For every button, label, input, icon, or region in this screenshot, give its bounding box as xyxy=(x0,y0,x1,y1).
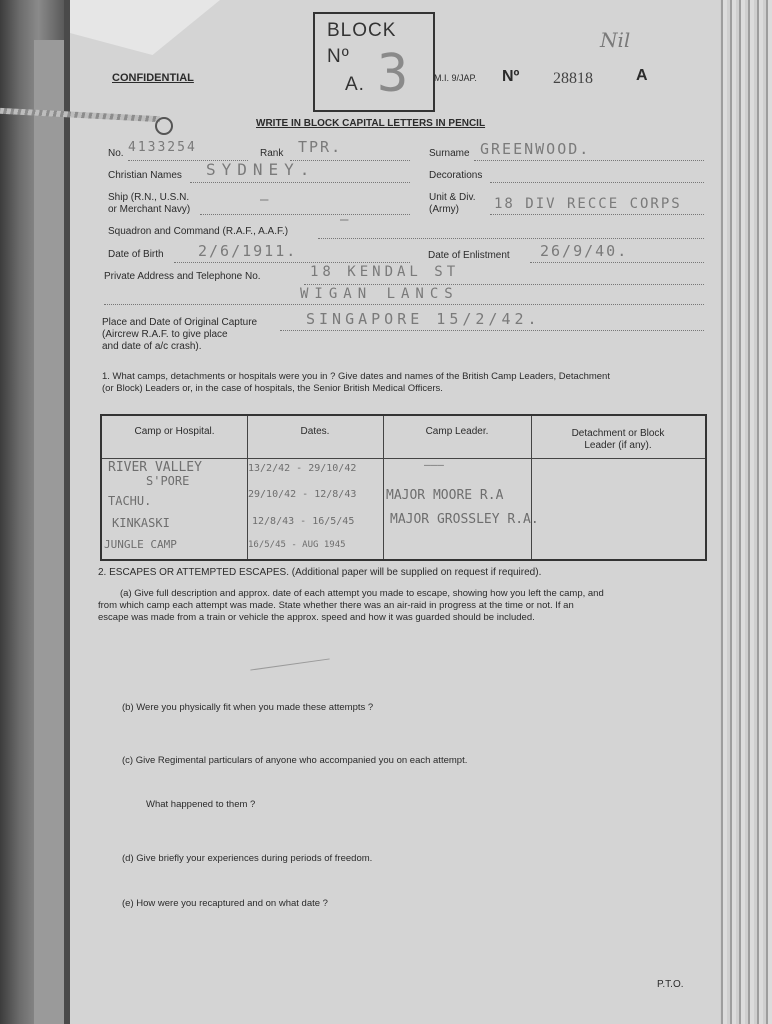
number-label: Nº xyxy=(502,68,520,85)
tag-eyelet xyxy=(155,117,173,135)
row-1-leader: ——— xyxy=(424,458,444,471)
block-number-handwritten: 3 xyxy=(377,44,411,104)
rank-value: TPR. xyxy=(298,138,343,156)
service-no-label: No. xyxy=(108,148,124,159)
christian-names-line xyxy=(190,182,410,183)
squadron-line xyxy=(318,238,704,239)
ship-label-1: Ship (R.N., U.S.N. xyxy=(108,192,190,203)
confidential-label: CONFIDENTIAL xyxy=(112,72,194,84)
table-divider xyxy=(383,416,384,559)
surname-label: Surname xyxy=(429,148,470,159)
block-stamp-no: Nº xyxy=(327,46,350,67)
form-page xyxy=(70,0,720,1024)
camps-table xyxy=(100,414,707,561)
christian-names-label: Christian Names xyxy=(108,170,182,181)
row-4-dates: 12/8/43 - 16/5/45 xyxy=(252,516,355,527)
capture-label-1: Place and Date of Original Capture xyxy=(102,317,258,328)
table-divider xyxy=(247,416,248,559)
block-stamp xyxy=(313,12,435,112)
ship-line xyxy=(200,214,410,215)
unit-line xyxy=(490,214,704,215)
unit-label-1: Unit & Div. xyxy=(429,192,476,203)
nil-handwritten: Nil xyxy=(600,28,631,52)
decorations-label: Decorations xyxy=(429,170,483,181)
address-line-2-rule xyxy=(104,304,704,305)
address-line-1-rule xyxy=(304,284,704,285)
capture-line xyxy=(280,330,704,331)
row-2-camp: S'PORE xyxy=(146,474,190,488)
unit-value: 18 DIV RECCE CORPS xyxy=(494,196,682,212)
capture-value: SINGAPORE 15/2/42. xyxy=(306,310,541,328)
block-stamp-title: BLOCK xyxy=(327,20,397,41)
header-camp-leader: Camp Leader. xyxy=(425,426,489,437)
ship-label-2: or Merchant Navy) xyxy=(108,204,191,215)
binder-page-edge xyxy=(34,40,64,1024)
question-2e: (e) How were you recaptured and on what date ? xyxy=(122,898,328,909)
form-number: 28818 xyxy=(553,70,593,87)
mi-reference: M.I. 9/JAP. xyxy=(434,73,477,83)
row-1-dates: 13/2/42 - 29/10/42 xyxy=(248,463,357,474)
rank-label: Rank xyxy=(260,148,284,159)
surname-line xyxy=(474,160,704,161)
question-2a-line-3: escape was made from a train or vehicle the approx. speed and how it was guarded should be included. xyxy=(98,612,535,623)
row-3-dates: 29/10/42 - 12/8/43 xyxy=(248,489,357,500)
row-5-dates: 16/5/45 - AUG 1945 xyxy=(248,540,346,550)
dob-label: Date of Birth xyxy=(108,249,164,260)
instruction-heading: WRITE IN BLOCK CAPITAL LETTERS IN PENCIL xyxy=(256,118,486,129)
question-1-line-1: 1. What camps, detachments or hospitals were you in ? Give dates and names of the British Camp Leaders, Detachment xyxy=(102,371,610,382)
row-4-leader: MAJOR GROSSLEY R.A. xyxy=(390,512,539,527)
enlistment-value: 26/9/40. xyxy=(540,242,629,260)
row-5-camp: JUNGLE CAMP xyxy=(104,538,177,551)
question-2a-line-2: from which camp each attempt was made. State whether there was an air-raid in progress at the time or not. If an xyxy=(98,600,574,611)
row-3-camp: TACHU. xyxy=(108,494,152,508)
squadron-value: — xyxy=(340,212,351,228)
question-2c: (c) Give Regimental particulars of anyone who accompanied you on each attempt. xyxy=(122,755,468,766)
enlistment-label: Date of Enlistment xyxy=(428,250,510,261)
row-3-leader: MAJOR MOORE R.A xyxy=(386,488,504,503)
question-1-line-2: (or Block) Leaders or, in the case of hospitals, the Senior British Medical Officers. xyxy=(102,383,443,394)
address-line-2: WIGAN LANCS xyxy=(300,286,459,302)
question-2c-followup: What happened to them ? xyxy=(146,799,256,810)
christian-names-value: SYDNEY. xyxy=(206,160,316,179)
header-detachment: Detachment or Block xyxy=(571,428,665,439)
pto-label: P.T.O. xyxy=(657,979,684,990)
dob-value: 2/6/1911. xyxy=(198,242,298,260)
capture-label-2: (Aircrew R.A.F. to give place xyxy=(102,329,228,340)
capture-label-3: and date of a/c crash). xyxy=(102,341,202,352)
ship-value: — xyxy=(260,192,271,208)
row-4-camp: KINKASKI xyxy=(112,516,170,530)
decorations-line xyxy=(490,182,704,183)
unit-label-2: (Army) xyxy=(429,204,459,215)
row-1-camp: RIVER VALLEY xyxy=(108,460,202,475)
question-2b: (b) Were you physically fit when you made these attempts ? xyxy=(122,702,374,713)
question-2d: (d) Give briefly your experiences during periods of freedom. xyxy=(122,853,373,864)
header-camp: Camp or Hospital. xyxy=(134,426,215,437)
service-no-value: 4133254 xyxy=(128,140,197,155)
header-detachment-sub: Leader (if any). xyxy=(584,440,652,451)
form-suffix: A xyxy=(636,67,648,84)
pencil-stroke xyxy=(250,658,329,670)
address-label: Private Address and Telephone No. xyxy=(104,271,261,282)
surname-value: GREENWOOD. xyxy=(480,140,591,158)
block-stamp-letter: A. xyxy=(345,74,365,95)
dob-line xyxy=(174,262,410,263)
table-header-rule xyxy=(102,458,705,459)
squadron-label: Squadron and Command (R.A.F., A.A.F.) xyxy=(108,226,289,237)
header-dates: Dates. xyxy=(300,426,330,437)
question-2-title: 2. ESCAPES OR ATTEMPTED ESCAPES. (Additional paper will be supplied on request if required). xyxy=(98,567,542,578)
enlistment-line xyxy=(530,262,704,263)
address-line-1: 18 KENDAL ST xyxy=(310,264,460,280)
question-2a-line-1: (a) Give full description and approx. date of each attempt you made to escape, showing how you left the camp, and xyxy=(120,588,604,599)
